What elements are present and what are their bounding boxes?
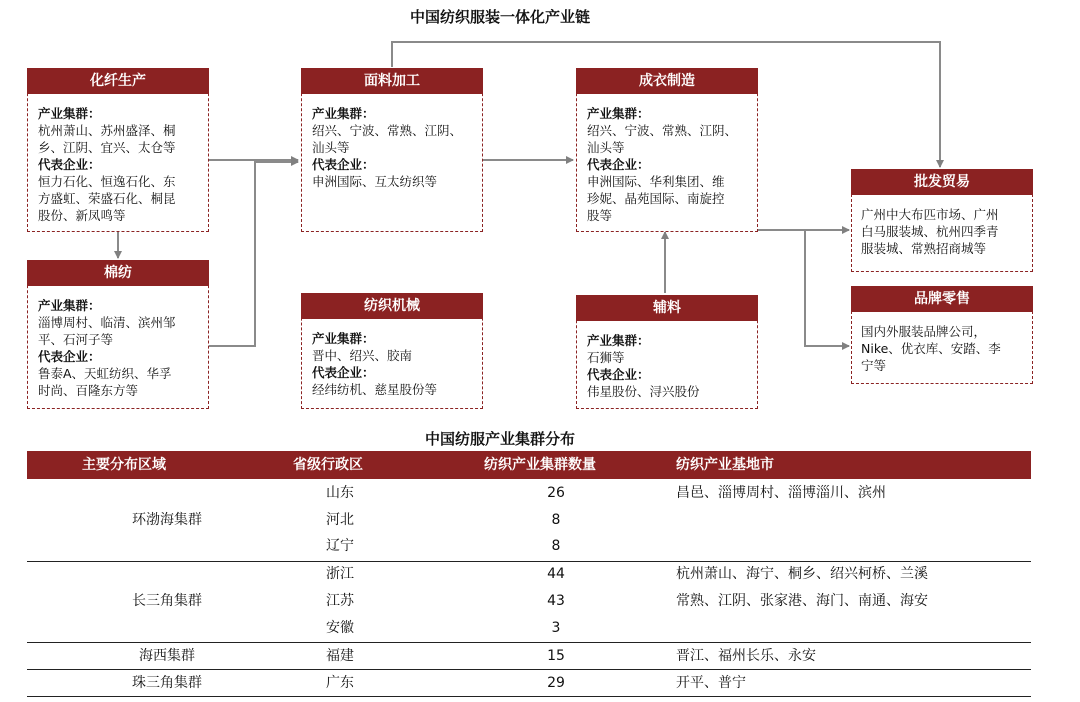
box-accessories-title: 辅料	[576, 295, 758, 321]
company-line: 股份、新凤鸣等	[38, 208, 126, 223]
province-cell: 浙江	[326, 566, 354, 582]
box-wholesale	[851, 169, 1033, 272]
row-divider	[27, 669, 1031, 670]
company-line: 伟星股份、浔兴股份	[587, 384, 700, 399]
cluster-line: 晋中、绍兴、胶南	[312, 348, 413, 363]
company-label: 代表企业：	[38, 349, 101, 364]
province-cell: 江苏	[326, 593, 354, 609]
cluster-line: 汕头等	[312, 140, 350, 155]
company-label: 代表企业：	[38, 157, 101, 172]
province-cell: 广东	[326, 675, 354, 691]
table-header-row	[27, 451, 1031, 479]
box-chemical-fiber	[27, 68, 209, 232]
company-line: 股等	[587, 208, 613, 223]
region-cell: 海西集群	[139, 648, 195, 664]
table-bottom-rule	[27, 696, 1031, 697]
box-fabric-title: 面料加工	[301, 68, 483, 94]
company-label: 代表企业：	[312, 365, 375, 380]
company-label: 代表企业：	[587, 367, 650, 382]
count-cell: 43	[547, 593, 565, 609]
wholesale-line: 服装城、常熟招商城等	[861, 241, 987, 256]
count-cell: 3	[551, 620, 561, 636]
region-cell: 环渤海集群	[132, 512, 202, 528]
arrow-garment-to-retail	[805, 230, 849, 346]
count-cell: 15	[547, 648, 565, 664]
cities-cell: 开平、普宁	[676, 675, 746, 691]
count-cell: 44	[547, 566, 565, 582]
province-cell: 山东	[326, 485, 354, 501]
row-divider	[27, 561, 1031, 562]
box-retail-title: 品牌零售	[851, 286, 1033, 312]
company-line: 珍妮、晶苑国际、南旋控	[587, 191, 725, 206]
cluster-label: 产业集群：	[38, 298, 101, 313]
company-line: 申洲国际、互太纺织等	[312, 174, 438, 189]
cities-cell: 常熟、江阴、张家港、海门、南通、海安	[676, 593, 928, 609]
arrow-cotton-to-fabric	[209, 162, 298, 346]
cluster-label: 产业集群：	[312, 106, 375, 121]
cities-cell: 杭州萧山、海宁、桐乡、绍兴柯桥、兰溪	[676, 566, 928, 582]
table-title: 中国纺服产业集群分布	[424, 430, 575, 448]
province-cell: 辽宁	[326, 538, 354, 554]
cluster-label: 产业集群：	[587, 106, 650, 121]
cities-cell: 昌邑、淄博周村、淄博淄川、滨州	[676, 485, 886, 501]
box-garment	[576, 68, 758, 232]
cluster-line: 汕头等	[587, 140, 625, 155]
cities-cell: 晋江、福州长乐、永安	[676, 648, 816, 664]
wholesale-line: 广州中大布匹市场、广州	[861, 207, 999, 222]
box-accessories	[576, 295, 758, 409]
count-cell: 8	[551, 538, 561, 554]
header-province: 省级行政区	[293, 457, 363, 473]
cluster-label: 产业集群：	[587, 333, 650, 348]
retail-line: 宁等	[861, 358, 887, 373]
province-cell: 安徽	[326, 620, 354, 636]
company-line: 申洲国际、华利集团、维	[587, 174, 725, 189]
retail-line: Nike、优衣库、安踏、李	[861, 341, 1001, 356]
count-cell: 29	[547, 675, 565, 691]
cluster-line: 绍兴、宁波、常熟、江阴、	[587, 123, 738, 138]
box-machinery	[301, 293, 483, 409]
company-line: 经纬纺机、慈星股份等	[312, 382, 438, 397]
wholesale-line: 白马服装城、杭州四季青	[861, 224, 999, 239]
company-line: 时尚、百隆东方等	[38, 383, 139, 398]
province-cell: 福建	[326, 648, 354, 664]
cluster-line: 杭州萧山、苏州盛泽、桐	[38, 123, 176, 138]
box-machinery-title: 纺织机械	[301, 293, 483, 319]
company-line: 方盛虹、荣盛石化、桐昆	[38, 191, 176, 206]
count-cell: 8	[551, 512, 561, 528]
company-label: 代表企业：	[587, 157, 650, 172]
box-cotton-title: 棉纺	[27, 260, 209, 286]
header-count: 纺织产业集群数量	[484, 457, 596, 473]
company-line: 恒力石化、恒逸石化、东	[38, 174, 176, 189]
cluster-line: 石狮等	[587, 350, 625, 365]
box-garment-title: 成衣制造	[576, 68, 758, 94]
company-line: 鲁泰A、天虹纺织、华孚	[38, 366, 172, 381]
cluster-line: 绍兴、宁波、常熟、江阴、	[312, 123, 463, 138]
box-cotton	[27, 260, 209, 409]
box-retail	[851, 286, 1033, 384]
count-cell: 26	[547, 485, 565, 501]
row-divider	[27, 642, 1031, 643]
cluster-line: 淄博周村、临清、滨州邹	[38, 315, 176, 330]
box-chemical-fiber-title: 化纤生产	[27, 68, 209, 94]
header-cities: 纺织产业基地市	[676, 457, 774, 473]
cluster-line: 乡、江阴、宜兴、太仓等	[38, 140, 176, 155]
box-fabric	[301, 68, 483, 232]
cluster-label: 产业集群：	[312, 331, 375, 346]
retail-line: 国内外服装品牌公司，	[861, 324, 987, 339]
cluster-label: 产业集群：	[38, 106, 101, 121]
cluster-line: 平、石河子等	[38, 332, 114, 347]
region-cell: 长三角集群	[132, 593, 202, 609]
company-label: 代表企业：	[312, 157, 375, 172]
province-cell: 河北	[326, 512, 354, 528]
diagram-title: 中国纺织服装一体化产业链	[409, 8, 590, 26]
box-wholesale-title: 批发贸易	[851, 169, 1033, 195]
header-region: 主要分布区域	[82, 457, 166, 473]
region-cell: 珠三角集群	[132, 675, 202, 691]
